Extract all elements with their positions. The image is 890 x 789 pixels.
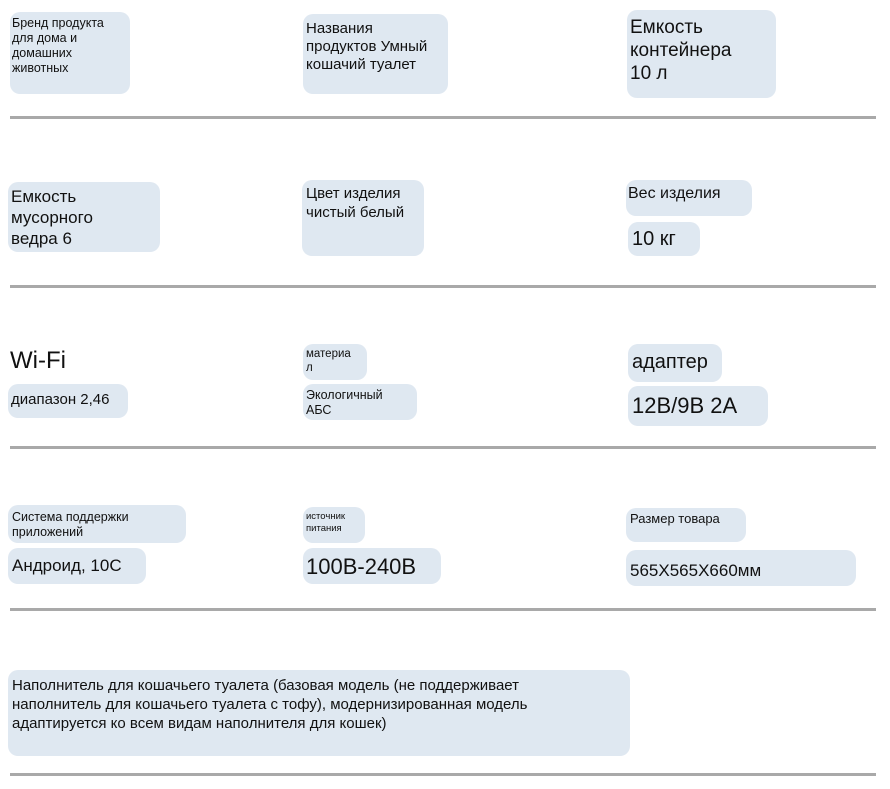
- app-support-value: Андроид, 10С: [12, 556, 122, 575]
- row-divider: [10, 446, 876, 449]
- app-support-label: Система поддержки приложений: [12, 510, 129, 539]
- power-source-value: 100В-240В: [306, 554, 417, 579]
- weight-label: Вес изделия: [628, 185, 721, 202]
- material-label: материа л: [306, 348, 351, 374]
- row-divider: [10, 608, 876, 611]
- adapter-value: 12В/9В 2А: [632, 393, 738, 418]
- wifi-value: диапазон 2,46: [11, 391, 110, 408]
- container-capacity-label: Емкость контейнера 10 л: [630, 17, 732, 84]
- row-divider: [10, 285, 876, 288]
- size-value: 565X565X660мм: [630, 561, 762, 580]
- size-label: Размер товара: [630, 511, 720, 526]
- brand-label: Бренд продукта для дома и домашних животных: [12, 16, 104, 75]
- material-value: Экологичный АБС: [306, 388, 383, 417]
- bin-capacity-label: Емкость мусорного ведра 6: [11, 187, 93, 248]
- row-divider: [10, 116, 876, 119]
- color-label: Цвет изделия чистый белый: [306, 185, 405, 221]
- weight-value: 10 кг: [632, 228, 676, 250]
- product-name-label: Названия продуктов Умный кошачий туалет: [306, 20, 428, 73]
- row-divider: [10, 773, 876, 776]
- adapter-label: адаптер: [632, 351, 708, 373]
- wifi-label: Wi-Fi: [10, 347, 66, 374]
- litter-note: Наполнитель для кошачьего туалета (базовая модель (не поддерживает наполнитель для кошачьего туалета с тофу), модернизированная модель адаптируется ко всем видам наполнителя для кошек): [12, 677, 528, 732]
- power-source-label: источник питания: [306, 511, 346, 534]
